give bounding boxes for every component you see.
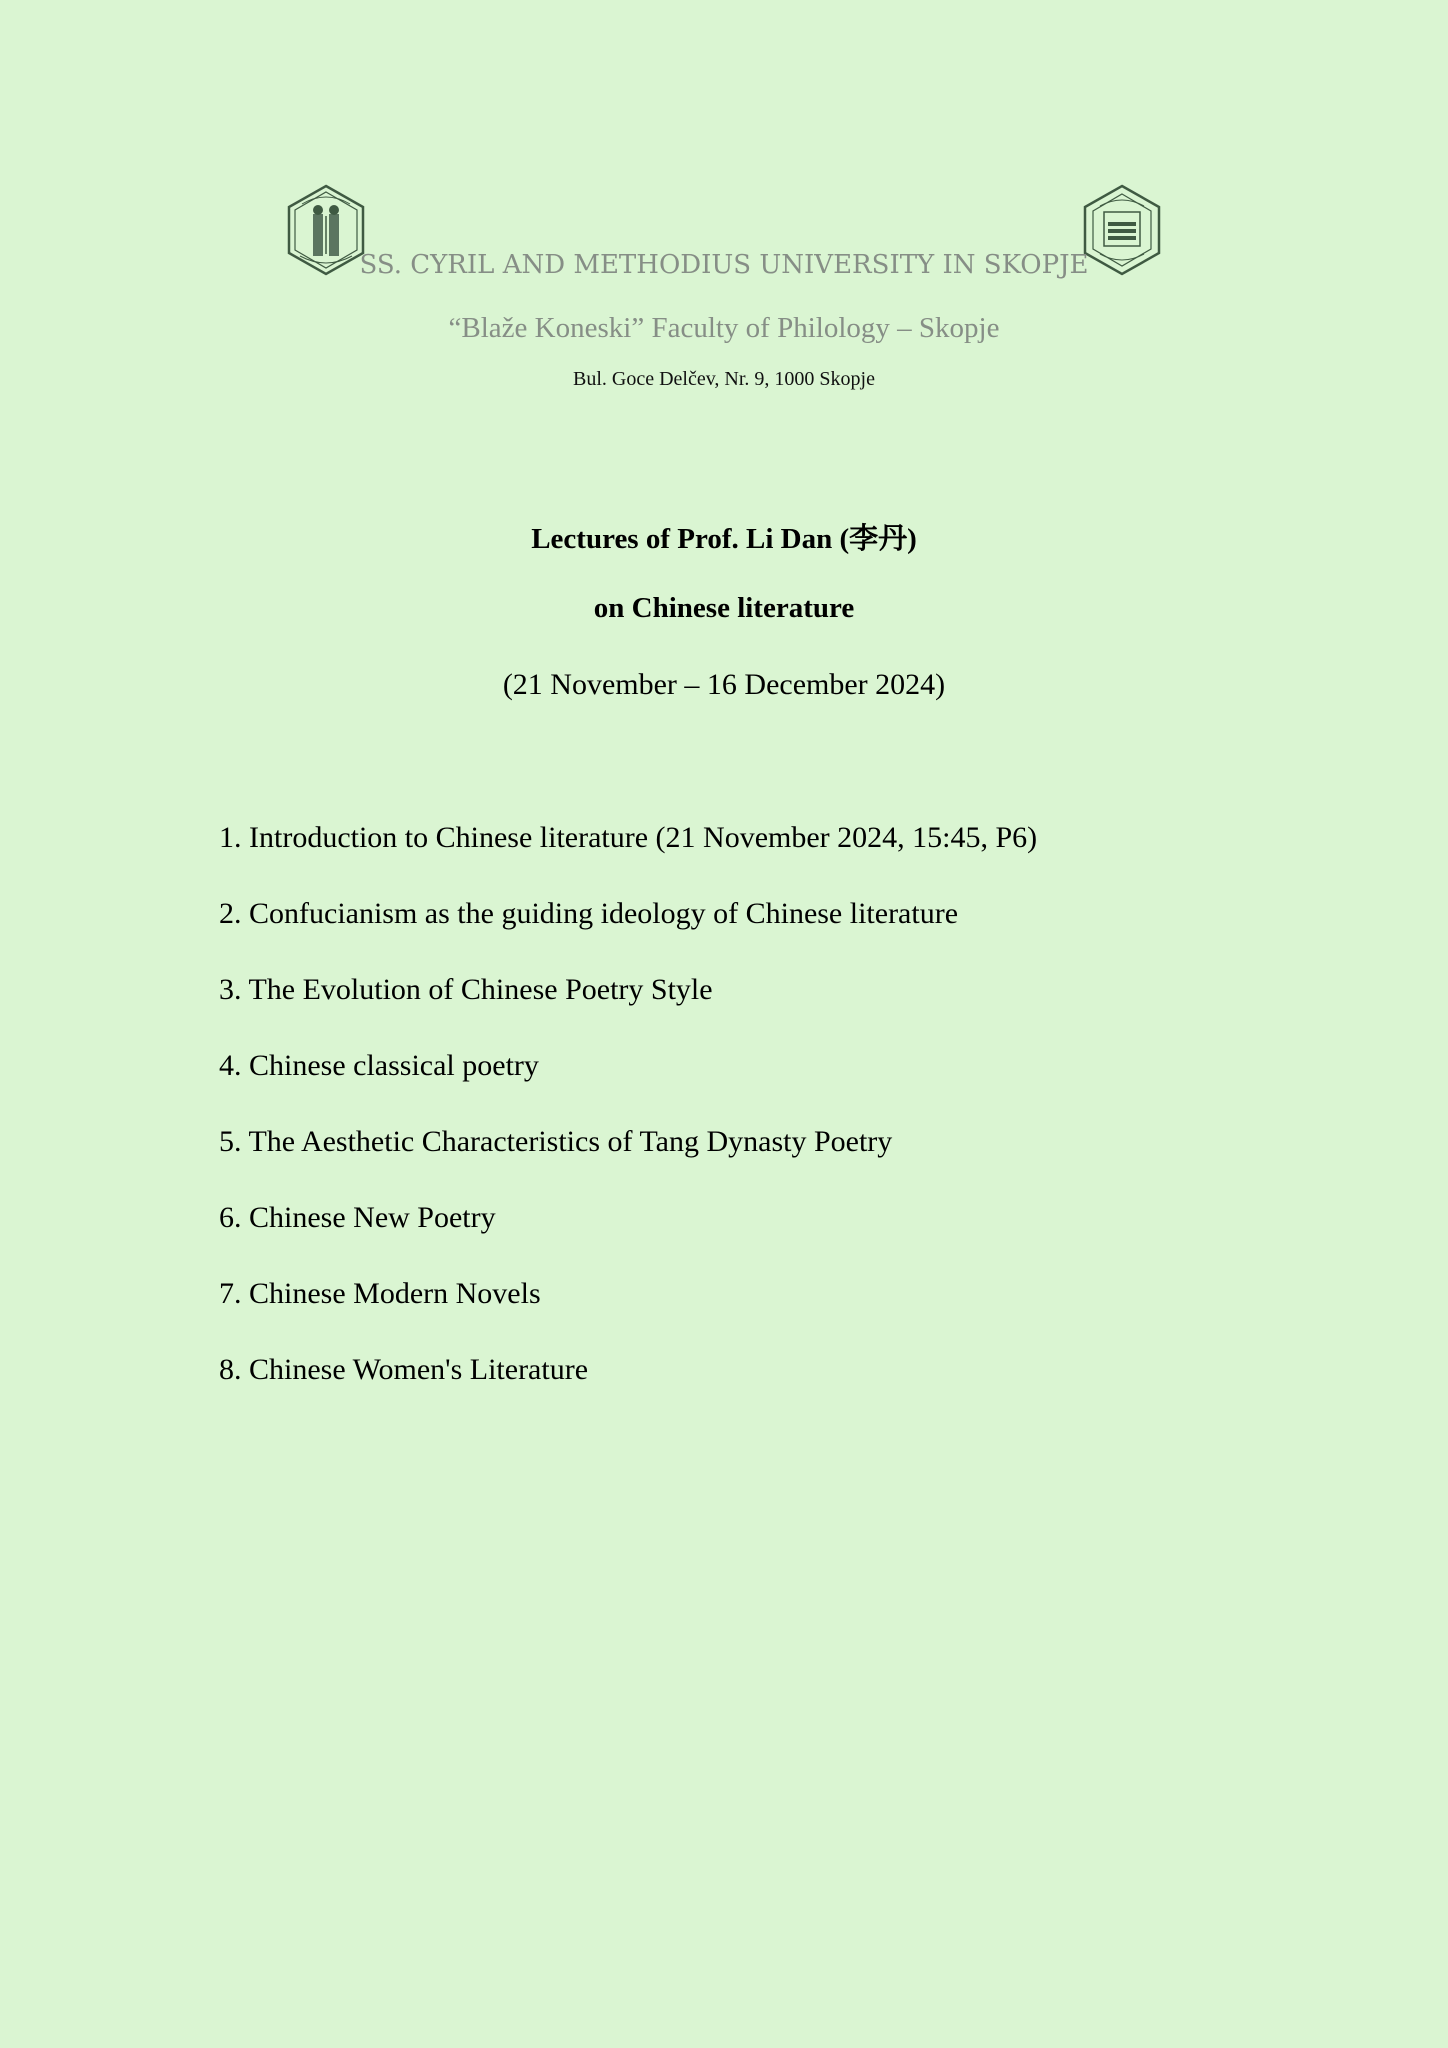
lecture-series-subtitle: on Chinese literature xyxy=(593,592,855,624)
lecture-item: 7. Chinese Modern Novels xyxy=(219,1277,541,1310)
university-name: SS. CYRIL AND METHODIUS UNIVERSITY IN SKOPJE xyxy=(359,250,1089,280)
lecture-item: 6. Chinese New Poetry xyxy=(219,1201,496,1234)
faculty-name: “Blaže Koneski” Faculty of Philology – Skopje xyxy=(448,312,1000,344)
lecture-series-title: Lectures of Prof. Li Dan (李丹) xyxy=(531,523,917,555)
lecture-item: 4. Chinese classical poetry xyxy=(219,1049,539,1082)
lecture-series-dates: (21 November – 16 December 2024) xyxy=(502,668,946,701)
lecture-item: 2. Confucianism as the guiding ideology of Chinese literature xyxy=(219,897,959,930)
lecture-item: 8. Chinese Women's Literature xyxy=(219,1353,589,1386)
lecture-list xyxy=(219,820,1037,1428)
lecture-item: 1. Introduction to Chinese literature (21 November 2024, 15:45, P6) xyxy=(219,821,1038,854)
faculty-address: Bul. Goce Delčev, Nr. 9, 1000 Skopje xyxy=(573,368,875,390)
lecture-item: 5. The Aesthetic Characteristics of Tang Dynasty Poetry xyxy=(219,1125,893,1158)
lecture-item: 3. The Evolution of Chinese Poetry Style xyxy=(219,973,713,1006)
